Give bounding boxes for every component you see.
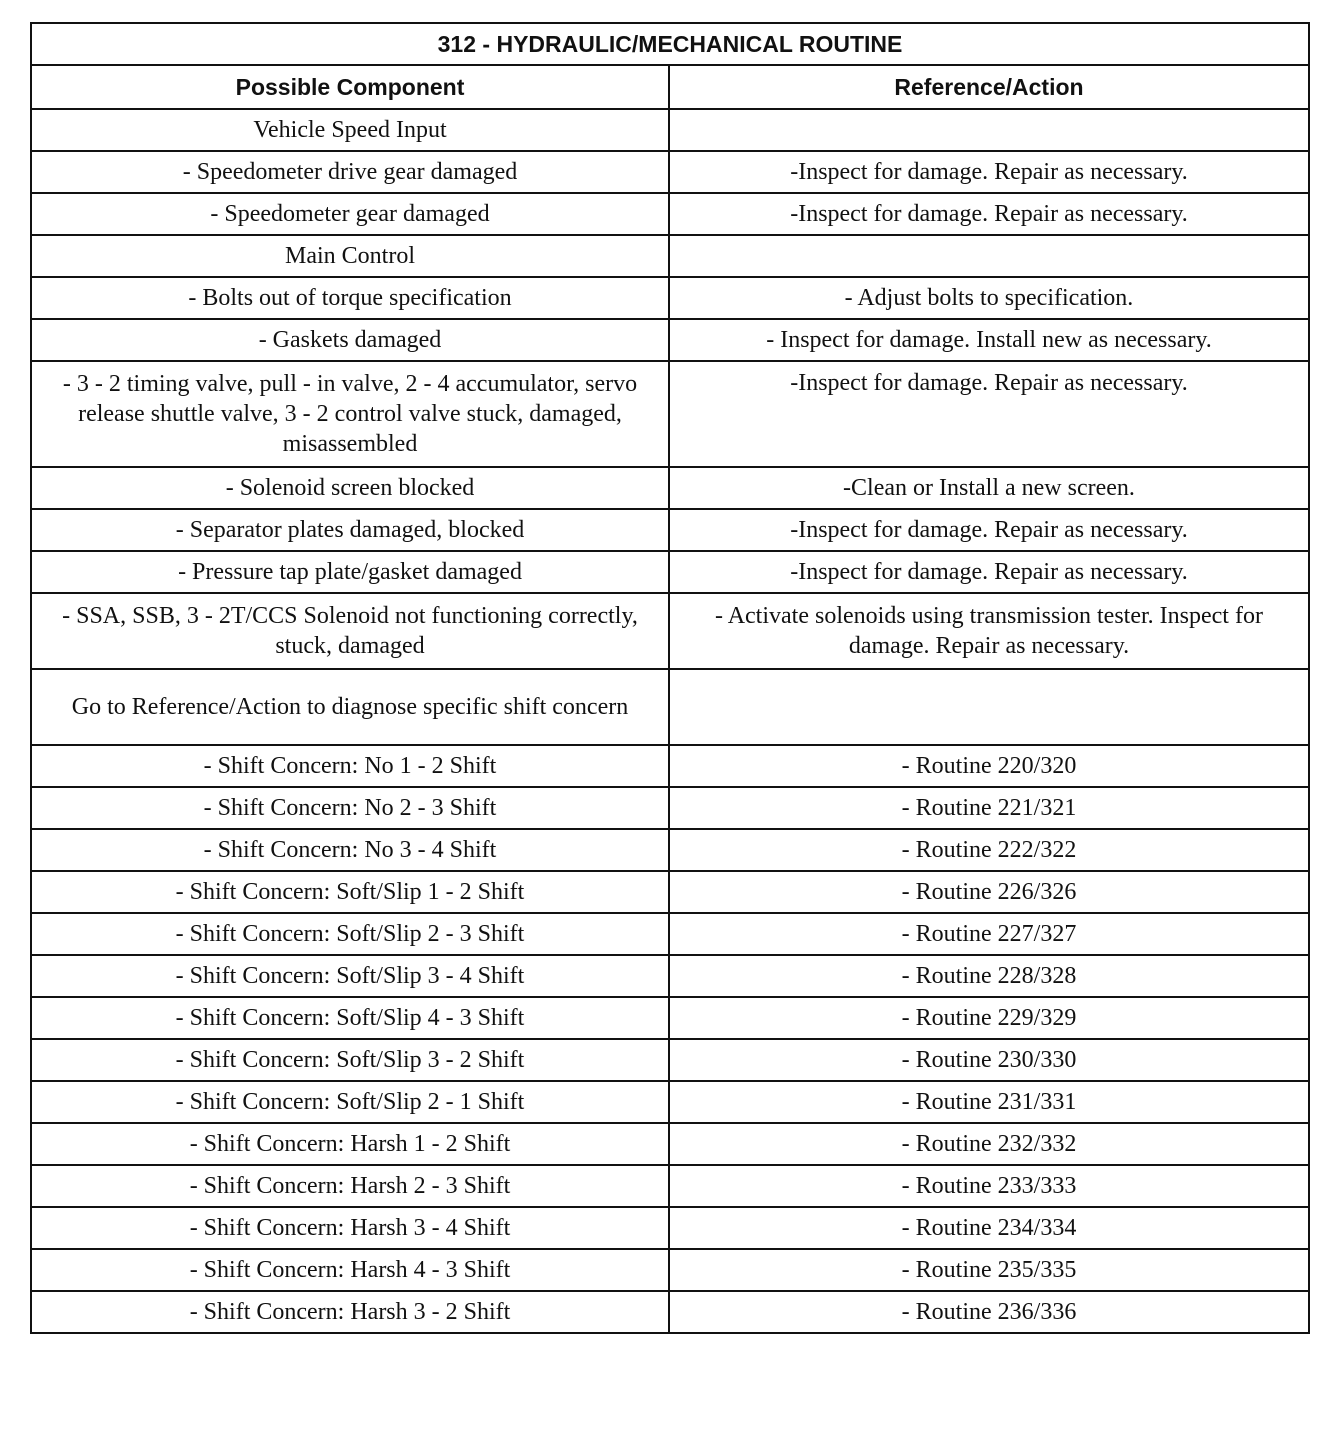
component-cell: - Speedometer drive gear damaged <box>31 151 669 193</box>
table-row <box>31 1207 1309 1249</box>
reference-action-cell: - Adjust bolts to specification. <box>669 277 1309 319</box>
table-row <box>31 1123 1309 1165</box>
reference-action-cell: - Routine 234/334 <box>669 1207 1309 1249</box>
component-cell: - Shift Concern: Harsh 3 - 4 Shift <box>31 1207 669 1249</box>
table-row <box>31 1165 1309 1207</box>
reference-action-cell: - Routine 220/320 <box>669 745 1309 787</box>
table-row <box>31 509 1309 551</box>
reference-action-cell: - Routine 231/331 <box>669 1081 1309 1123</box>
table-row <box>31 593 1309 669</box>
table-row <box>31 955 1309 997</box>
component-cell: - SSA, SSB, 3 - 2T/CCS Solenoid not functioning correctly, stuck, damaged <box>31 593 669 669</box>
table-row <box>31 1039 1309 1081</box>
table-row <box>31 277 1309 319</box>
reference-action-cell: - Routine 233/333 <box>669 1165 1309 1207</box>
reference-action-cell: - Routine 226/326 <box>669 871 1309 913</box>
column-header-row <box>31 65 1309 109</box>
table-row <box>31 361 1309 467</box>
reference-action-cell: - Routine 236/336 <box>669 1291 1309 1333</box>
component-cell: Vehicle Speed Input <box>31 109 669 151</box>
table-row <box>31 467 1309 509</box>
table-row <box>31 235 1309 277</box>
table-row <box>31 1291 1309 1333</box>
table-row <box>31 669 1309 745</box>
column-header-action: Reference/Action <box>669 65 1309 109</box>
component-cell: - Solenoid screen blocked <box>31 467 669 509</box>
reference-action-cell: - Inspect for damage. Install new as necessary. <box>669 319 1309 361</box>
table-row <box>31 193 1309 235</box>
table-row <box>31 997 1309 1039</box>
table-row <box>31 319 1309 361</box>
reference-action-cell: - Routine 230/330 <box>669 1039 1309 1081</box>
table-row <box>31 787 1309 829</box>
component-cell: - 3 - 2 timing valve, pull - in valve, 2 - 4 accumulator, servo release shuttle valve, 3 - 2 control valve stuck, damaged, misassembled <box>31 361 669 467</box>
reference-action-cell: -Clean or Install a new screen. <box>669 467 1309 509</box>
component-cell: - Separator plates damaged, blocked <box>31 509 669 551</box>
component-cell: - Gaskets damaged <box>31 319 669 361</box>
reference-action-cell: - Routine 222/322 <box>669 829 1309 871</box>
reference-action-cell: - Routine 228/328 <box>669 955 1309 997</box>
column-header-component: Possible Component <box>31 65 669 109</box>
component-cell: - Shift Concern: No 3 - 4 Shift <box>31 829 669 871</box>
hydraulic-mechanical-routine-table <box>30 22 1310 1334</box>
component-cell: - Shift Concern: Soft/Slip 3 - 2 Shift <box>31 1039 669 1081</box>
component-cell: - Shift Concern: No 2 - 3 Shift <box>31 787 669 829</box>
component-cell: - Shift Concern: Harsh 3 - 2 Shift <box>31 1291 669 1333</box>
component-cell: Go to Reference/Action to diagnose specific shift concern <box>31 669 669 745</box>
component-cell: Main Control <box>31 235 669 277</box>
reference-action-cell: -Inspect for damage. Repair as necessary. <box>669 151 1309 193</box>
reference-action-cell: -Inspect for damage. Repair as necessary. <box>669 551 1309 593</box>
reference-action-cell <box>669 109 1309 151</box>
table-row <box>31 871 1309 913</box>
component-cell: - Shift Concern: Harsh 1 - 2 Shift <box>31 1123 669 1165</box>
component-cell: - Shift Concern: Soft/Slip 3 - 4 Shift <box>31 955 669 997</box>
table-row <box>31 829 1309 871</box>
table-title: 312 - HYDRAULIC/MECHANICAL ROUTINE <box>31 23 1309 65</box>
component-cell: - Shift Concern: Soft/Slip 2 - 3 Shift <box>31 913 669 955</box>
reference-action-cell: -Inspect for damage. Repair as necessary. <box>669 509 1309 551</box>
table-row <box>31 551 1309 593</box>
table-row <box>31 745 1309 787</box>
component-cell: - Bolts out of torque specification <box>31 277 669 319</box>
component-cell: - Shift Concern: No 1 - 2 Shift <box>31 745 669 787</box>
component-cell: - Speedometer gear damaged <box>31 193 669 235</box>
component-cell: - Shift Concern: Soft/Slip 2 - 1 Shift <box>31 1081 669 1123</box>
table-row <box>31 109 1309 151</box>
reference-action-cell: - Routine 221/321 <box>669 787 1309 829</box>
reference-action-cell <box>669 669 1309 745</box>
reference-action-cell <box>669 235 1309 277</box>
table-row <box>31 1081 1309 1123</box>
title-row <box>31 23 1309 65</box>
component-cell: - Pressure tap plate/gasket damaged <box>31 551 669 593</box>
table-row <box>31 913 1309 955</box>
component-cell: - Shift Concern: Soft/Slip 1 - 2 Shift <box>31 871 669 913</box>
reference-action-cell: - Activate solenoids using transmission tester. Inspect for damage. Repair as necessary. <box>669 593 1309 669</box>
component-cell: - Shift Concern: Harsh 2 - 3 Shift <box>31 1165 669 1207</box>
table-row <box>31 151 1309 193</box>
reference-action-cell: - Routine 227/327 <box>669 913 1309 955</box>
reference-action-cell: - Routine 235/335 <box>669 1249 1309 1291</box>
reference-action-cell: -Inspect for damage. Repair as necessary. <box>669 361 1309 467</box>
reference-action-cell: - Routine 232/332 <box>669 1123 1309 1165</box>
reference-action-cell: -Inspect for damage. Repair as necessary. <box>669 193 1309 235</box>
reference-action-cell: - Routine 229/329 <box>669 997 1309 1039</box>
table-row <box>31 1249 1309 1291</box>
table-body <box>31 109 1309 1333</box>
component-cell: - Shift Concern: Harsh 4 - 3 Shift <box>31 1249 669 1291</box>
component-cell: - Shift Concern: Soft/Slip 4 - 3 Shift <box>31 997 669 1039</box>
